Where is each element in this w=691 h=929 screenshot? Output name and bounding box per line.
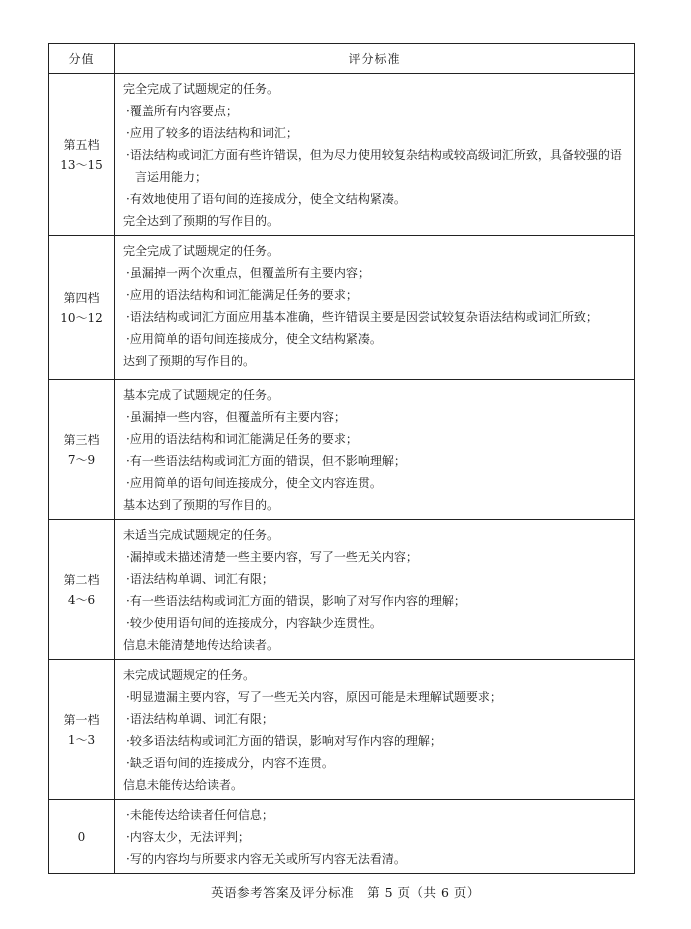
score-level-cell — [49, 520, 115, 660]
criteria-intro: 完全完成了试题规定的任务。 — [123, 244, 280, 258]
level-score-range: 0 — [77, 829, 86, 844]
criteria-bullet: ·较少使用语句间的连接成分，内容缺少连贯性。 — [126, 616, 382, 630]
score-level-cell — [49, 800, 115, 874]
criteria-cell — [115, 520, 635, 660]
criteria-conclusion: 信息未能传达给读者。 — [123, 778, 244, 792]
criteria-bullet: ·语法结构单调、词汇有限； — [126, 712, 274, 726]
criteria-bullet: ·未能传达给读者任何信息； — [126, 808, 274, 822]
table-row — [49, 660, 635, 800]
criteria-cell — [115, 800, 635, 874]
criteria-intro: 未完成试题规定的任务。 — [123, 668, 256, 682]
level-name: 第二档 — [63, 572, 100, 587]
level-name: 第一档 — [63, 712, 100, 727]
scoring-rubric-table — [48, 43, 635, 874]
criteria-cell — [115, 236, 635, 380]
criteria-intro: 未适当完成试题规定的任务。 — [123, 528, 280, 542]
criteria-bullet: ·有效地使用了语句间的连接成分，使全文结构紧凑。 — [126, 192, 406, 206]
criteria-bullet: ·应用的语法结构和词汇能满足任务的要求； — [126, 288, 358, 302]
criteria-bullet: ·语法结构或词汇方面应用基本准确，些许错误主要是因尝试较复杂语法结构或词汇所致； — [126, 310, 598, 324]
criteria-intro: 基本完成了试题规定的任务。 — [123, 388, 280, 402]
criteria-bullet: ·应用了较多的语法结构和词汇； — [126, 126, 298, 140]
criteria-bullet: ·应用的语法结构和词汇能满足任务的要求； — [126, 432, 358, 446]
criteria-conclusion: 信息未能清楚地传达给读者。 — [123, 638, 280, 652]
table-row — [49, 236, 635, 380]
level-name: 第三档 — [63, 432, 100, 447]
level-score-range: 4～6 — [67, 592, 96, 607]
page-footer: 英语参考答案及评分标准 第 5 页（共 6 页） — [211, 885, 480, 900]
criteria-bullet: ·虽漏掉一些内容，但覆盖所有主要内容； — [126, 410, 346, 424]
score-level-cell — [49, 74, 115, 236]
level-score-range: 1～3 — [67, 732, 96, 747]
criteria-conclusion: 完全达到了预期的写作目的。 — [123, 214, 280, 228]
level-name: 第五档 — [63, 137, 100, 152]
table-header-row — [49, 44, 635, 74]
criteria-bullet: ·缺乏语句间的连接成分，内容不连贯。 — [126, 756, 334, 770]
criteria-bullet: ·虽漏掉一两个次重点，但覆盖所有主要内容； — [126, 266, 370, 280]
criteria-bullet: ·明显遗漏主要内容，写了一些无关内容，原因可能是未理解试题要求； — [126, 690, 502, 704]
level-score-range: 13～15 — [60, 157, 103, 172]
table-row — [49, 800, 635, 874]
criteria-bullet: ·应用简单的语句间连接成分，使全文结构紧凑。 — [126, 332, 382, 346]
rubric-body — [49, 74, 635, 874]
criteria-bullet: ·语法结构单调、词汇有限； — [126, 572, 274, 586]
criteria-cell — [115, 74, 635, 236]
score-column-header: 分值 — [49, 44, 115, 74]
criteria-cell — [115, 660, 635, 800]
criteria-bullet: ·写的内容均与所要求内容无关或所写内容无法看清。 — [126, 852, 406, 866]
table-row — [49, 74, 635, 236]
criteria-bullet: ·覆盖所有内容要点； — [126, 104, 238, 118]
level-score-range: 7～9 — [67, 452, 96, 467]
score-level-cell — [49, 236, 115, 380]
score-level-cell — [49, 380, 115, 520]
table-row — [49, 520, 635, 660]
criteria-bullet: ·应用简单的语句间连接成分，使全文内容连贯。 — [126, 476, 382, 490]
criteria-bullet: ·有一些语法结构或词汇方面的错误，但不影响理解； — [126, 454, 406, 468]
criteria-bullet: ·语法结构或词汇方面有些许错误，但为尽力使用较复杂结构或较高级词汇所致，具备较强的语言运用能力； — [126, 148, 622, 184]
table-row — [49, 380, 635, 520]
criteria-bullet: ·漏掉或未描述清楚一些主要内容，写了一些无关内容； — [126, 550, 418, 564]
criteria-conclusion: 达到了预期的写作目的。 — [123, 354, 256, 368]
criteria-bullet: ·内容太少，无法评判； — [126, 830, 250, 844]
criteria-column-header: 评分标准 — [115, 44, 635, 74]
criteria-intro: 完全完成了试题规定的任务。 — [123, 82, 280, 96]
level-name: 第四档 — [63, 290, 100, 305]
level-score-range: 10～12 — [60, 310, 103, 325]
score-level-cell — [49, 660, 115, 800]
criteria-cell — [115, 380, 635, 520]
criteria-conclusion: 基本达到了预期的写作目的。 — [123, 498, 280, 512]
criteria-bullet: ·有一些语法结构或词汇方面的错误，影响了对写作内容的理解； — [126, 594, 466, 608]
criteria-bullet: ·较多语法结构或词汇方面的错误，影响对写作内容的理解； — [126, 734, 442, 748]
